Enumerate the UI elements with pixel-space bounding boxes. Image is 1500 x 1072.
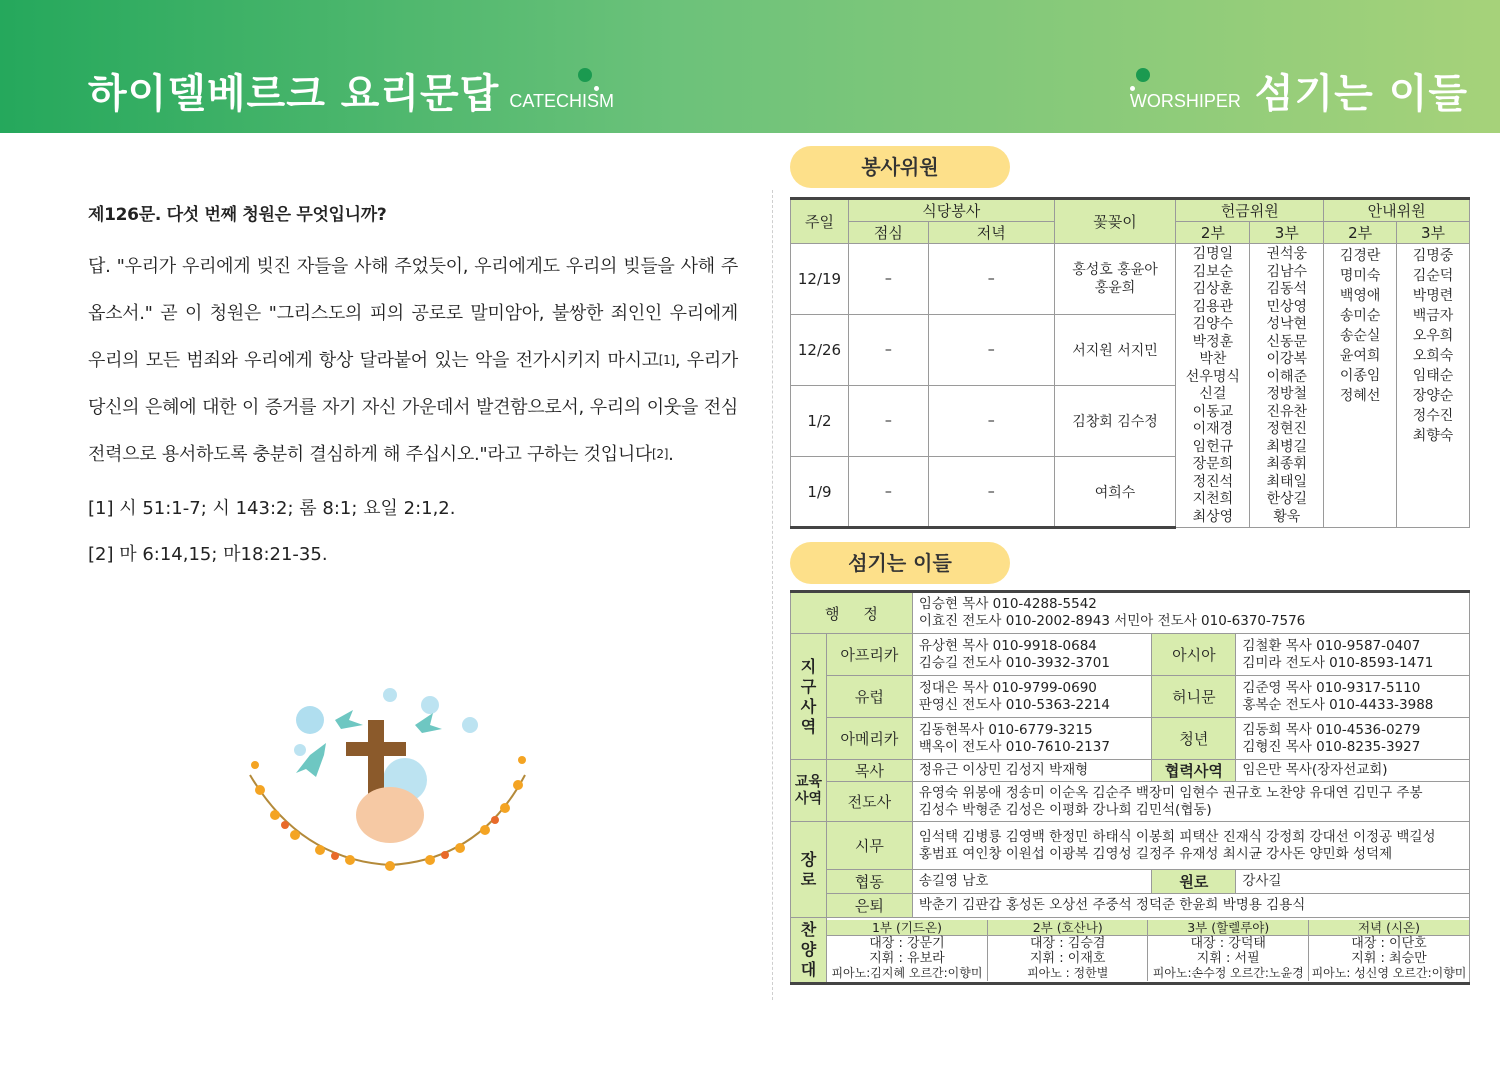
answer-text: , 우리가 당신의 은혜에 대한 이 증거를 자기 자신 가운데서 발견함으로서, 우리의 이웃을 전심전력으로 용서하도록 충분히 결심하게 해 주십시오."라고 구하는 것입니다 — [88, 350, 739, 465]
name-entry: 윤여희 — [1339, 348, 1381, 364]
name-entry: 정방철 — [1266, 386, 1308, 402]
choir-name: 2부 (호산나) — [988, 920, 1148, 936]
youth-label: 청년 — [1152, 718, 1236, 760]
row-flower: 홍성호 홍윤아 홍윤희 — [1054, 244, 1176, 315]
footnote-2: [2] — [652, 447, 669, 461]
evangelist-names — [912, 782, 1469, 822]
contact-line: 김철환 목사 010-9587-0407 — [1242, 637, 1421, 654]
name-entry: 정진석 — [1192, 473, 1234, 490]
america-label: 아메리카 — [826, 718, 912, 760]
worshiper-subtitle: WORSHIPER — [1129, 91, 1241, 111]
choir-container — [826, 918, 1469, 984]
reference-2: [2] 마 6:14,15; 마18:21-35. — [88, 544, 328, 565]
catechism-question: 제126문. 다섯 번째 청원은 무엇입니까? — [88, 205, 387, 225]
usher-3-list — [1397, 244, 1470, 528]
name-entry: 선우명식 — [1185, 368, 1240, 385]
europe-info — [912, 676, 1152, 718]
name-entry: 송미순 — [1339, 308, 1381, 324]
evangelist-label: 전도사 — [826, 782, 912, 822]
name-entry: 김보순 — [1192, 263, 1234, 280]
admin-label: 행 정 — [791, 592, 913, 634]
pastor-names: 정유근 이상민 김성지 박재형 — [912, 760, 1152, 782]
name-entry: 송순실 — [1339, 328, 1381, 344]
choir-name: 저녁 (시온) — [1309, 920, 1469, 936]
service-pill: 봉사위원 — [790, 146, 1010, 188]
name-entry: 백금자 — [1412, 308, 1454, 324]
coop-names: 임은만 목사(장자선교회) — [1236, 760, 1470, 782]
row-lunch: – — [848, 386, 928, 457]
name-entry: 장문희 — [1192, 456, 1234, 472]
table-row — [791, 244, 1470, 315]
choir-line: 지휘 : 유보라 — [869, 950, 945, 966]
col-usher: 안내위원 — [1324, 199, 1470, 222]
name-entry: 정수진 — [1412, 408, 1454, 424]
contact-line: 김승길 전도사 010-3932-3701 — [918, 654, 1110, 671]
name-entry: 이재경 — [1192, 421, 1234, 437]
asia-label: 아시아 — [1152, 634, 1236, 676]
answer-text: . — [668, 444, 674, 465]
contact-line: 백옥이 전도사 010-7610-2137 — [918, 738, 1110, 755]
admin-line: 이효진 전도사 010-2002-8943 서민아 전도사 010-6370-7576 — [918, 613, 1306, 629]
col-meal: 식당봉사 — [848, 199, 1054, 222]
africa-label: 아프리카 — [826, 634, 912, 676]
choir-line: 피아노: 성신영 오르간:이향미 — [1311, 965, 1467, 980]
row-dinner: – — [928, 244, 1054, 315]
choir-line: 피아노 : 정한별 — [1027, 965, 1109, 980]
asia-info — [1236, 634, 1470, 676]
name-entry: 지천희 — [1192, 491, 1234, 507]
group-char: 사 — [800, 696, 817, 716]
choir-3 — [1148, 920, 1309, 981]
col-dinner: 저녁 — [928, 222, 1054, 244]
choir-line: 대장 : 강덕태 — [1190, 935, 1266, 951]
row-dinner: – — [928, 457, 1054, 528]
group-char: 대 — [800, 960, 817, 979]
cross-illustration — [240, 680, 530, 880]
name-entry: 이동교 — [1192, 403, 1234, 420]
choir-line: 지휘 : 이재호 — [1030, 950, 1106, 966]
col-lunch: 점심 — [848, 222, 928, 244]
name-entry: 민상영 — [1266, 298, 1308, 315]
emeritus-label: 원로 — [1152, 870, 1236, 894]
name-entry: 이강복 — [1266, 351, 1308, 367]
choir-group — [791, 918, 827, 984]
name-entry: 명미숙 — [1339, 268, 1381, 284]
row-date: 1/9 — [791, 457, 849, 528]
name-entry: 오희숙 — [1412, 348, 1454, 364]
page-header — [0, 0, 1500, 133]
name-entry: 최종휘 — [1266, 456, 1308, 472]
worshiper-title: 섬기는 이들 — [1254, 71, 1468, 117]
col-usher-2: 2부 — [1324, 222, 1397, 244]
catechism-answer — [88, 243, 738, 478]
europe-label: 유럽 — [826, 676, 912, 718]
name-entry: 진유찬 — [1266, 403, 1308, 420]
name-entry: 최태일 — [1266, 473, 1308, 490]
name-entry: 김명중 — [1412, 248, 1454, 264]
name-entry: 최병길 — [1266, 438, 1308, 455]
group-char: 양 — [800, 940, 817, 959]
emeritus-names: 강사길 — [1236, 870, 1470, 894]
names-line: 임석택 김병룡 김영백 한정민 하태식 이봉희 피택산 진재식 강정희 강대선 이정공 백길성 — [918, 828, 1436, 845]
col-date: 주일 — [791, 199, 849, 244]
africa-info — [912, 634, 1152, 676]
choir-line: 대장 : 김승겸 — [1030, 935, 1106, 951]
name-entry: 김양수 — [1192, 316, 1234, 332]
row-date: 12/19 — [791, 244, 849, 315]
names-line: 홍범표 여인창 이원섭 이광복 김영성 길정주 유재성 최시균 강사돈 양민화 성덕제 — [918, 845, 1393, 862]
name-entry: 이해준 — [1266, 368, 1308, 385]
contact-line: 판영신 전도사 010-5363-2214 — [918, 696, 1110, 713]
name-entry: 한상길 — [1266, 491, 1308, 507]
group-line: 교육 — [794, 773, 823, 790]
elder-group — [791, 822, 827, 918]
name-entry: 성낙현 — [1266, 316, 1308, 332]
group-char: 구 — [800, 676, 817, 696]
hernimoon-info — [1236, 676, 1470, 718]
decor-dot-icon — [594, 86, 599, 91]
name-entry: 이종임 — [1339, 368, 1381, 384]
row-flower: 서지원 서지민 — [1054, 315, 1176, 386]
catechism-title: 하이델베르크 요리문답 — [88, 71, 500, 117]
contact-line: 김형진 목사 010-8235-3927 — [1242, 738, 1421, 755]
group-char: 지 — [800, 656, 817, 676]
name-entry: 신걸 — [1199, 386, 1227, 402]
col-offering-2: 2부 — [1176, 222, 1250, 244]
name-entry: 장양순 — [1412, 388, 1454, 404]
name-entry: 임헌규 — [1192, 438, 1234, 455]
name-entry: 최향숙 — [1412, 428, 1454, 444]
youth-info — [1236, 718, 1470, 760]
col-offering-3: 3부 — [1250, 222, 1324, 244]
header-right — [1130, 62, 1468, 119]
offering-2-list — [1176, 244, 1250, 528]
name-entry: 정혜선 — [1339, 388, 1381, 404]
name-entry: 임태순 — [1412, 368, 1454, 384]
names-line: 유영숙 위봉애 정송미 이순옥 김순주 백장미 임현수 권규호 노찬양 유대연 김민구 주봉 — [918, 784, 1423, 801]
active-label: 시무 — [826, 822, 912, 870]
offering-3-list — [1250, 244, 1324, 528]
choir-line: 대장 : 강문기 — [869, 935, 945, 951]
row-lunch: – — [848, 244, 928, 315]
retired-label: 은퇴 — [826, 894, 912, 918]
choir-line: 지휘 : 서필 — [1196, 950, 1260, 966]
name-entry: 김동석 — [1266, 281, 1308, 297]
contact-line: 김준영 목사 010-9317-5110 — [1242, 679, 1421, 696]
name-entry: 황욱 — [1273, 508, 1301, 525]
name-entry: 김명일 — [1192, 246, 1234, 262]
admin-line: 임승현 목사 010-4288-5542 — [918, 596, 1097, 612]
contact-line: 정대은 목사 010-9799-0690 — [918, 679, 1097, 696]
group-char: 역 — [800, 716, 817, 736]
name-entry: 오우희 — [1412, 328, 1454, 344]
row-flower: 여희수 — [1054, 457, 1176, 528]
choir-line: 지휘 : 최승만 — [1351, 950, 1427, 966]
choir-name: 1부 (기드온) — [827, 920, 987, 936]
row-date: 12/26 — [791, 315, 849, 386]
row-date: 1/2 — [791, 386, 849, 457]
name-entry: 최상영 — [1192, 508, 1234, 525]
name-entry: 백영애 — [1339, 288, 1381, 304]
catechism-section — [88, 200, 738, 578]
contact-line: 김동희 목사 010-4536-0279 — [1242, 721, 1421, 738]
name-entry: 박명련 — [1412, 288, 1454, 304]
column-divider — [772, 190, 773, 1000]
choir-line: 피아노:손수정 오르간:노윤경 — [1152, 965, 1304, 980]
col-offering: 헌금위원 — [1176, 199, 1324, 222]
coop-label: 협력사역 — [1152, 760, 1236, 782]
contact-line: 김미라 전도사 010-8593-1471 — [1242, 654, 1434, 671]
reference-1: [1] 시 51:1-7; 시 143:2; 롬 8:1; 요일 2:1,2. — [88, 498, 456, 519]
choir-2 — [987, 920, 1148, 981]
worshipers-table — [790, 590, 1470, 985]
group-char: 찬 — [800, 920, 817, 939]
admin-info — [912, 592, 1469, 634]
name-entry: 김경란 — [1339, 248, 1381, 264]
row-lunch: – — [848, 315, 928, 386]
name-entry: 신동문 — [1266, 333, 1308, 350]
row-dinner: – — [928, 386, 1054, 457]
name-entry: 정현진 — [1266, 421, 1308, 437]
group-line: 사역 — [794, 790, 823, 807]
col-flower: 꽃꽂이 — [1054, 199, 1176, 244]
group-char: 로 — [800, 869, 817, 889]
name-entry: 박찬 — [1199, 351, 1227, 367]
service-table — [790, 197, 1470, 529]
name-entry: 김상훈 — [1192, 281, 1234, 297]
contact-line: 유상현 목사 010-9918-0684 — [918, 637, 1097, 654]
worshipers-pill: 섬기는 이들 — [790, 542, 1010, 584]
name-entry: 박정훈 — [1192, 333, 1234, 350]
choir-line: 대장 : 이단호 — [1351, 935, 1427, 951]
hernimoon-label: 허니문 — [1152, 676, 1236, 718]
edu-group — [791, 760, 827, 822]
region-group — [791, 634, 827, 760]
active-names — [912, 822, 1469, 870]
contact-line: 홍복순 전도사 010-4433-3988 — [1242, 696, 1434, 713]
name-entry: 권석웅 — [1266, 246, 1308, 262]
row-dinner: – — [928, 315, 1054, 386]
name-entry: 김용관 — [1192, 298, 1234, 315]
choir-table — [827, 920, 1469, 981]
names-line: 김성수 박형준 김성은 이평화 강나희 김민석(협동) — [918, 801, 1212, 818]
name-entry: 김남수 — [1266, 263, 1308, 280]
answer-text: 답. "우리가 우리에게 빚진 자들을 사해 주었듯이, 우리에게도 우리의 빚들을 사해 주옵소서." 곧 이 청원은 "그리스도의 피의 공로로 말미암아, 불쌍한 죄인인 우리에게 우리의 모든 범죄와 우리에게 항상 달라붙어 있는 악을 전가시키지 마시고 — [88, 256, 738, 371]
assoc-names: 송길영 남호 — [912, 870, 1152, 894]
group-char: 장 — [800, 849, 817, 869]
decor-dot-icon — [578, 68, 592, 82]
retired-names: 박춘기 김판갑 홍성돈 오상선 주중석 정덕준 한윤희 박명용 김용식 — [912, 894, 1469, 918]
footnote-1: [1] — [658, 353, 675, 367]
name-entry: 김순덕 — [1412, 268, 1454, 284]
row-lunch: – — [848, 457, 928, 528]
catechism-subtitle: CATECHISM — [509, 91, 614, 111]
contact-line: 김동현목사 010-6779-3215 — [918, 721, 1093, 738]
america-info — [912, 718, 1152, 760]
assoc-label: 협동 — [826, 870, 912, 894]
choir-line: 피아노:김지혜 오르간:이향미 — [831, 965, 983, 980]
usher-2-list — [1324, 244, 1397, 528]
header-left — [88, 62, 614, 119]
choir-4 — [1308, 920, 1469, 981]
choir-1 — [827, 920, 988, 981]
col-usher-3: 3부 — [1397, 222, 1470, 244]
pastor-label: 목사 — [826, 760, 912, 782]
choir-name: 3부 (할렐루야) — [1148, 920, 1308, 936]
row-flower: 김창회 김수정 — [1054, 386, 1176, 457]
